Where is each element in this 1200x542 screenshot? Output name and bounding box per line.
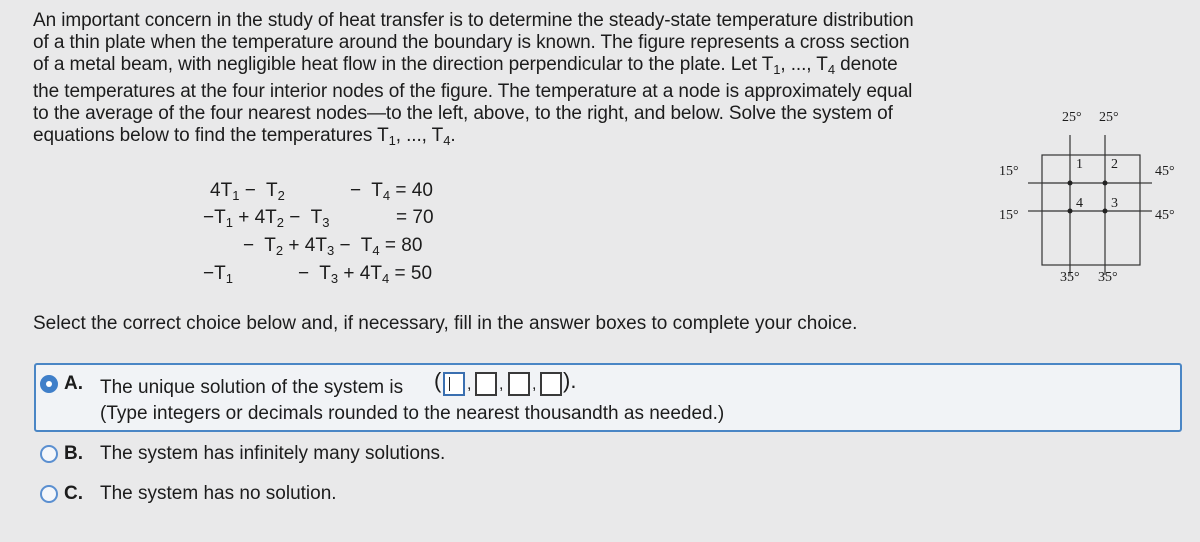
bottom-temp-1: 35°: [1060, 270, 1080, 285]
subscript: 1: [773, 62, 781, 77]
node-1-label: 1: [1076, 157, 1083, 172]
answer-box-t2[interactable]: [475, 372, 497, 396]
answer-separator: ,: [467, 376, 472, 393]
eq4-term1: $-T_1$: [203, 263, 233, 286]
problem-line: An important concern in the study of heat transfer is to determine the steady-state temperature distribution: [33, 10, 914, 31]
choice-b-letter: B.: [64, 443, 83, 464]
problem-line: [33, 125, 963, 152]
node-2-label: 2: [1111, 157, 1118, 172]
answer-box-t4[interactable]: [540, 372, 562, 396]
node-4-label: 4: [1076, 196, 1083, 211]
subscript: 4: [443, 133, 451, 148]
problem-text: , ..., T: [395, 125, 444, 146]
eq3-term1: − $T_2 + 4T_3 - T_4 = 80$: [243, 235, 423, 258]
instruction-text: Select the correct choice below and, if necessary, fill in the answer boxes to complete your choice.: [33, 313, 858, 334]
choice-c-letter: C.: [64, 483, 83, 504]
choice-a-radio[interactable]: [40, 375, 58, 393]
problem-line: of a thin plate when the temperature around the boundary is known. The figure represents a cross section: [33, 32, 910, 53]
problem-text: of a metal beam, with negligible heat flow in the direction perpendicular to the plate. Let T: [33, 54, 774, 75]
left-temp-1: 15°: [999, 164, 1019, 179]
choice-c-radio[interactable]: [40, 485, 58, 503]
problem-statement: [33, 10, 963, 152]
choice-b-radio[interactable]: [40, 445, 58, 463]
answer-close-paren: ).: [563, 368, 577, 393]
answer-separator: ,: [532, 376, 537, 393]
problem-text: .: [450, 125, 456, 146]
eq1-term1: $4T_1 - T_2$: [210, 180, 285, 203]
eq4-term2: − $T_3 + 4T_4 = 50$: [298, 263, 433, 286]
problem-text: equations below to find the temperatures T: [33, 125, 389, 146]
problem-line: the temperatures at the four interior nodes of the figure. The temperature at a node is approximately equal: [33, 81, 913, 102]
right-temp-1: 45°: [1155, 164, 1175, 179]
top-temp-2: 25°: [1099, 110, 1119, 125]
problem-text: denote: [834, 54, 898, 75]
text-cursor: [449, 377, 450, 391]
choice-a-text: The unique solution of the system is: [100, 377, 404, 398]
eq1-term2: − $T_4 = 40$: [350, 180, 433, 203]
choice-c-text[interactable]: The system has no solution.: [100, 483, 337, 504]
left-temp-2: 15°: [999, 208, 1019, 223]
top-temp-1: 25°: [1062, 110, 1082, 125]
answer-box-t1[interactable]: [443, 372, 465, 396]
node-3-label: 3: [1111, 196, 1118, 211]
eq2-rhs: = 70: [396, 207, 434, 228]
answer-box-t3[interactable]: [508, 372, 530, 396]
right-temp-2: 45°: [1155, 208, 1175, 223]
eq2-term1: $-T_1 + 4T_2 - T_3$: [203, 207, 330, 230]
choice-a-hint: (Type integers or decimals rounded to the nearest thousandth as needed.): [100, 403, 725, 424]
choice-b-text[interactable]: The system has infinitely many solutions.: [100, 443, 446, 464]
problem-line: [33, 54, 963, 81]
subscript: 4: [827, 62, 835, 77]
problem-line: to the average of the four nearest nodes—to the left, above, to the right, and below. Solve the system of: [33, 103, 893, 124]
answer-open-paren: (: [434, 368, 442, 393]
problem-text: , ..., T: [780, 54, 828, 75]
plate-grid: [990, 100, 1190, 300]
answer-separator: ,: [499, 376, 504, 393]
subscript: 1: [388, 133, 396, 148]
choice-a-letter: A.: [64, 373, 83, 394]
bottom-temp-2: 35°: [1098, 270, 1118, 285]
